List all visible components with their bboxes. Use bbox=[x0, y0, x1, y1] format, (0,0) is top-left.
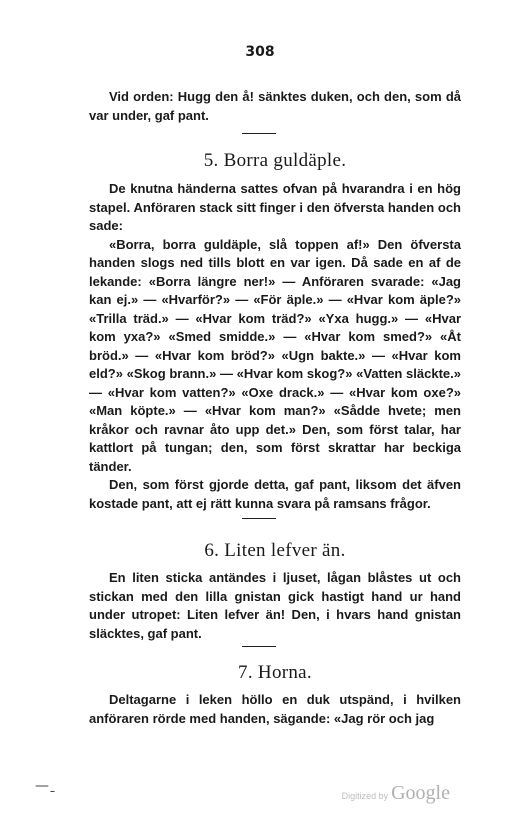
section-divider bbox=[242, 518, 276, 519]
section-body-7 bbox=[89, 691, 461, 728]
section-heading-6: 6. Liten lefver än. bbox=[204, 540, 346, 561]
google-logo: Google bbox=[391, 782, 450, 804]
section-heading-7: 7. Horna. bbox=[238, 662, 312, 683]
section-5-paragraph: De knutna händerna sattes ofvan på hvarandra i en hög stapel. Anföraren stack sitt finger i den öfversta handen och sade: bbox=[89, 181, 461, 233]
section-5-paragraph: «Borra, borra guldäple, slå toppen af!» Den öfversta handen slogs ned tills blott en var igen. Då sade en af de lekande: «Borra längre ner!» — Anföraren svarade: «Jag kan ej.» — «Hvarför?» — «För äple.» — «Hvar kom äple?» «Trilla träd.» — «Hvar kom träd?» «Yxa hugg.» — «Hvar kom yxa?» «Smed smidde.» — «Hvar kom smed?» «Åt bröd.» — «Hvar kom bröd?» «Ugn bakte.» — «Hvar kom eld?» «Skog brann.» — «Hvar kom skog?» «Vatten släckte.» — «Hvar kom vatten?» «Oxe drack.» — «Hvar kom oxe?» «Man köpte.» — «Hvar kom man?» «Sådde hvete; men kråkor och ravnar åto upp det.» Den, som först talar, har kattlort på tungan; den, som först skrattar har beckiga tänder. bbox=[89, 236, 461, 474]
page-number: 308 bbox=[245, 44, 275, 60]
intro-text: Vid orden: Hugg den å! sänktes duken, och den, som då var under, gaf pant. bbox=[89, 89, 461, 123]
section-5-paragraph: Den, som först gjorde detta, gaf pant, liksom det äfven kostade pant, att ej rätt kunna svara på ramsans frågor. bbox=[89, 477, 461, 511]
section-divider bbox=[242, 133, 276, 134]
section-body-5 bbox=[89, 180, 461, 513]
digitized-by-text: Digitized by bbox=[341, 791, 389, 801]
section-body-6 bbox=[89, 569, 461, 643]
section-6-paragraph: En liten sticka antändes i ljuset, lågan blåstes ut och stickan med den lilla gnistan gick hastigt hand ur hand under utropet: Liten lefver än! Den, i hvars hand gnistan släcktes, gaf pant. bbox=[89, 570, 461, 641]
section-heading-5: 5. Borra guldäple. bbox=[203, 150, 347, 171]
section-divider bbox=[242, 646, 276, 647]
intro-paragraph bbox=[89, 88, 461, 125]
footer-mark: —ˍ bbox=[35, 778, 56, 794]
section-7-paragraph: Deltagarne i leken höllo en duk utspänd, i hvilken anföraren rörde med handen, sägande: «Jag rör och jag bbox=[89, 692, 461, 726]
digitized-by-watermark bbox=[342, 782, 450, 805]
